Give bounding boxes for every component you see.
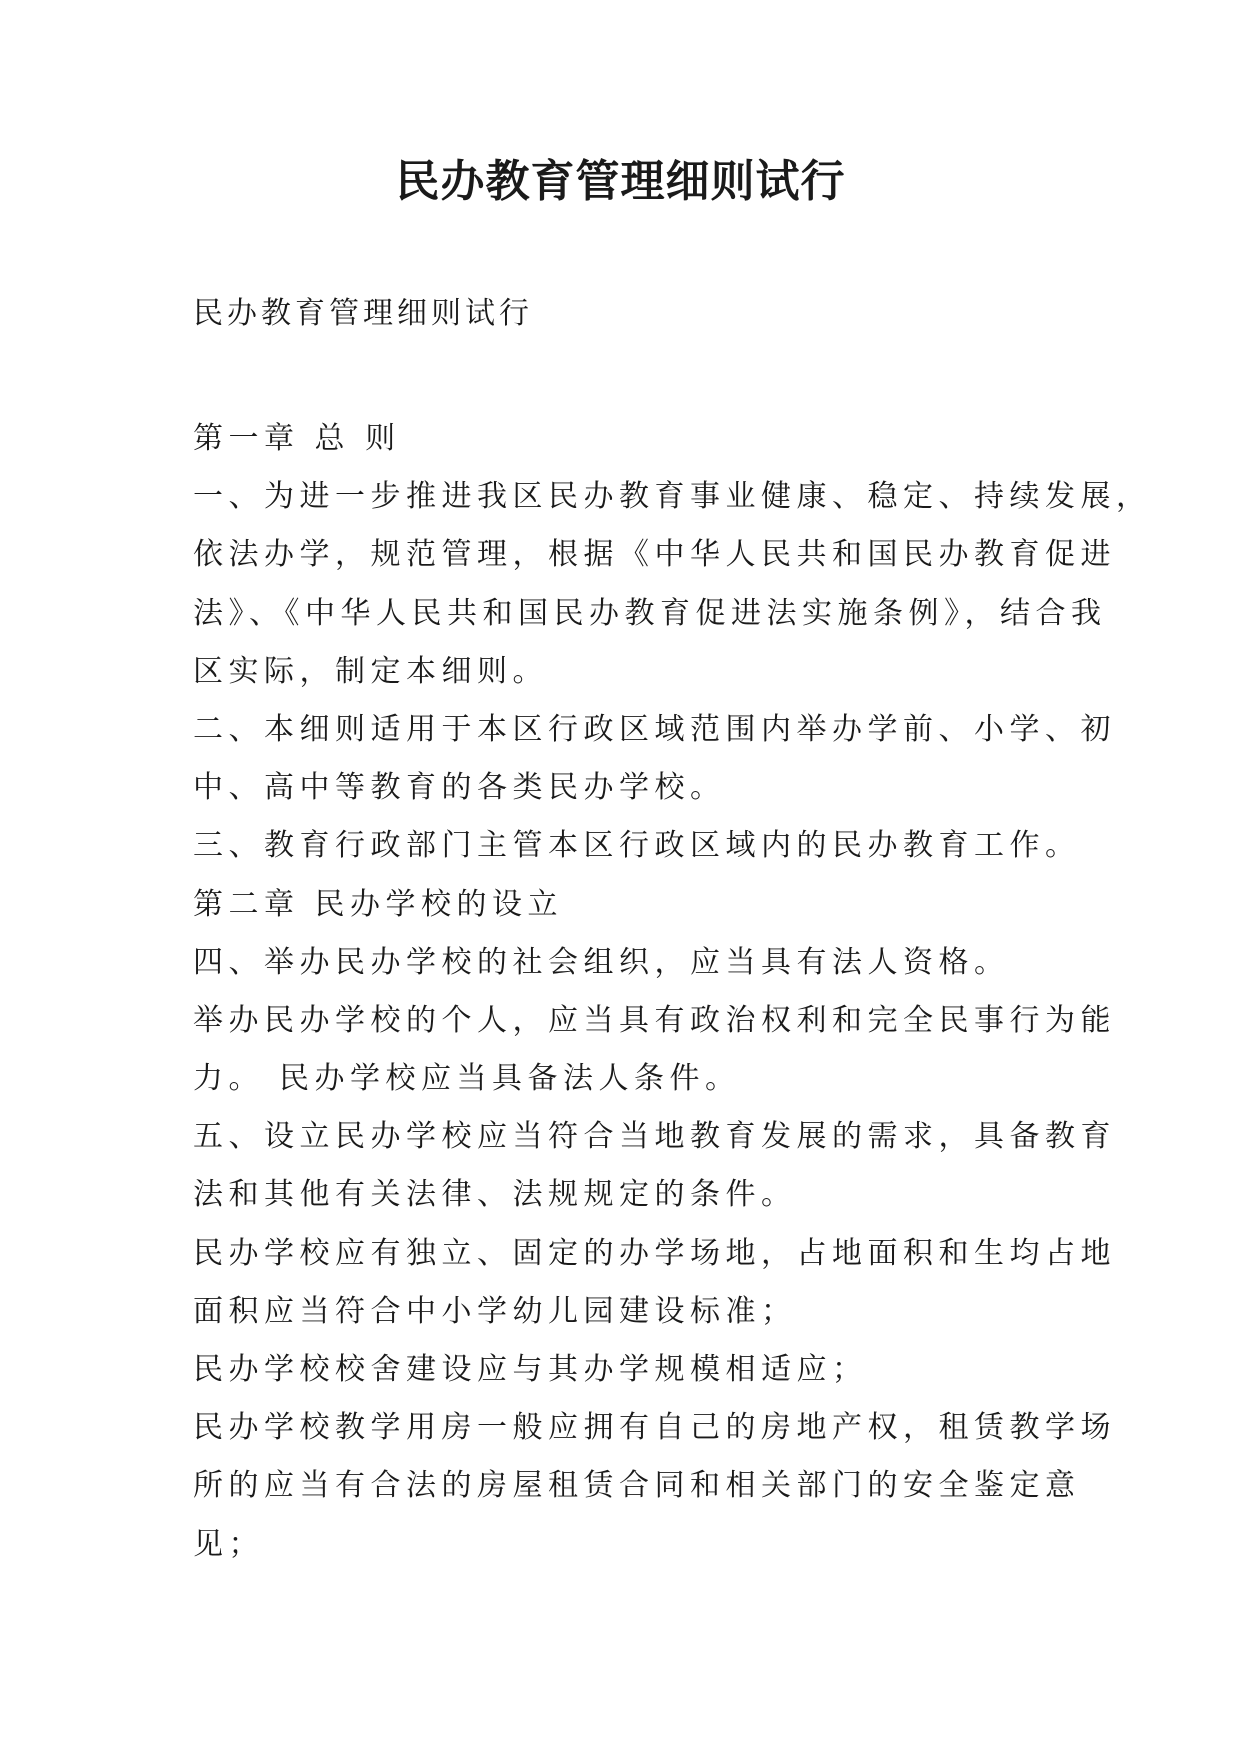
- body-line: 民办学校教学用房一般应拥有自己的房地产权，租赁教学场: [193, 1410, 1116, 1446]
- body-line: 一、为进一步推进我区民办教育事业健康、稳定、持续发展，: [193, 479, 1152, 515]
- document-subtitle: 民办教育管理细则试行: [193, 296, 533, 331]
- body-line: 四、举办民办学校的社会组织，应当具有法人资格。: [193, 944, 1010, 980]
- body-line: 区实际，制定本细则。: [193, 653, 548, 689]
- body-line: 见；: [193, 1526, 264, 1562]
- body-line: 民办学校校舍建设应与其办学规模相适应；: [193, 1352, 868, 1387]
- body-line: 法》、《中华人民共和国民办教育促进法实施条例》，结合我: [193, 595, 1107, 631]
- body-line: 举办民办学校的个人，应当具有政治权利和完全民事行为能: [193, 1002, 1116, 1038]
- body-line: 所的应当有合法的房屋租赁合同和相关部门的安全鉴定意: [193, 1468, 1081, 1504]
- body-line: 力。 民办学校应当具备法人条件。: [193, 1061, 741, 1097]
- body-line: 三、教育行政部门主管本区行政区域内的民办教育工作。: [193, 828, 1081, 864]
- document-title: 民办教育管理细则试行: [395, 156, 846, 207]
- body-line: 五、设立民办学校应当符合当地教育发展的需求，具备教育: [193, 1119, 1116, 1155]
- body-line: 第一章 总 则: [193, 421, 401, 456]
- body-line: 中、高中等教育的各类民办学校。: [193, 770, 726, 806]
- body-line: 二、本细则适用于本区行政区域范围内举办学前、小学、初: [193, 711, 1116, 747]
- body-line: 民办学校应有独立、固定的办学场地，占地面积和生均占地: [193, 1235, 1116, 1271]
- body-line: 依法办学，规范管理，根据《中华人民共和国民办教育促进: [193, 537, 1116, 573]
- body-line: 第二章 民办学校的设立: [193, 886, 564, 922]
- body-line: 法和其他有关法律、法规规定的条件。: [193, 1177, 797, 1213]
- document-body: [193, 410, 1152, 1574]
- body-line: 面积应当符合中小学幼儿园建设标准；: [193, 1293, 797, 1329]
